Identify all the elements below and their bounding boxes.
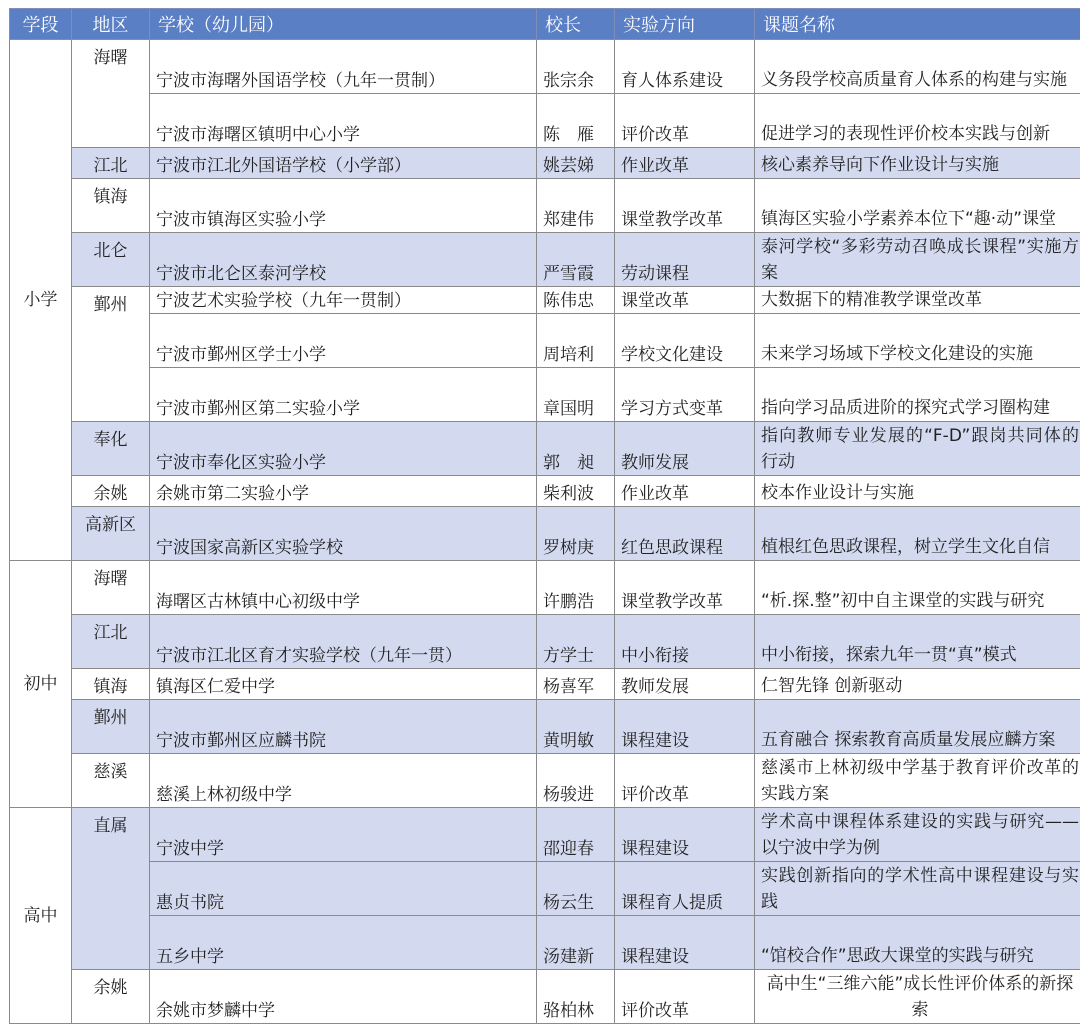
region-cell: 高新区 bbox=[72, 507, 150, 561]
table-row bbox=[10, 368, 1080, 422]
school-cell: 宁波市奉化区实验小学 bbox=[150, 422, 537, 476]
direction-cell: 育人体系建设 bbox=[615, 40, 755, 94]
school-cell: 五乡中学 bbox=[150, 916, 537, 970]
table-row bbox=[10, 615, 1080, 669]
table-container bbox=[9, 8, 1080, 1024]
stage-cell: 小学 bbox=[10, 40, 72, 561]
topic-cell: 促进学习的表现性评价校本实践与创新 bbox=[755, 94, 1080, 148]
region-cell: 余姚 bbox=[72, 476, 150, 507]
principal-cell: 许鹏浩 bbox=[537, 561, 615, 615]
direction-cell: 学校文化建设 bbox=[615, 314, 755, 368]
school-cell: 宁波市海曙外国语学校（九年一贯制） bbox=[150, 40, 537, 94]
topic-cell: 高中生“三维六能”成长性评价体系的新探索 bbox=[755, 970, 1080, 1024]
header-stage: 学段 bbox=[10, 9, 72, 40]
table-row bbox=[10, 808, 1080, 862]
school-cell: 宁波艺术实验学校（九年一贯制） bbox=[150, 287, 537, 314]
table-row bbox=[10, 233, 1080, 287]
region-cell: 慈溪 bbox=[72, 754, 150, 808]
school-cell: 惠贞书院 bbox=[150, 862, 537, 916]
topic-cell: 仁智先锋 创新驱动 bbox=[755, 669, 1080, 700]
region-cell: 镇海 bbox=[72, 179, 150, 233]
principal-cell: 杨骏进 bbox=[537, 754, 615, 808]
region-cell: 余姚 bbox=[72, 970, 150, 1024]
topic-cell: 植根红色思政课程，树立学生文化自信 bbox=[755, 507, 1080, 561]
school-cell: 宁波国家高新区实验学校 bbox=[150, 507, 537, 561]
school-cell: 海曙区古林镇中心初级中学 bbox=[150, 561, 537, 615]
direction-cell: 中小衔接 bbox=[615, 615, 755, 669]
region-cell: 鄞州 bbox=[72, 287, 150, 422]
principal-cell: 邵迎春 bbox=[537, 808, 615, 862]
direction-cell: 课堂教学改革 bbox=[615, 179, 755, 233]
direction-cell: 教师发展 bbox=[615, 669, 755, 700]
header-direction: 实验方向 bbox=[615, 9, 755, 40]
school-cell: 宁波市北仑区泰河学校 bbox=[150, 233, 537, 287]
table-body bbox=[10, 40, 1080, 1024]
principal-cell: 姚芸娣 bbox=[537, 148, 615, 179]
topic-cell: 学术高中课程体系建设的实践与研究——以宁波中学为例 bbox=[755, 808, 1080, 862]
principal-cell: 章国明 bbox=[537, 368, 615, 422]
region-cell: 鄞州 bbox=[72, 700, 150, 754]
principal-cell: 柴利波 bbox=[537, 476, 615, 507]
topic-cell: 实践创新指向的学术性高中课程建设与实践 bbox=[755, 862, 1080, 916]
header-row bbox=[10, 9, 1080, 40]
school-cell: 宁波市镇海区实验小学 bbox=[150, 179, 537, 233]
school-cell: 宁波市海曙区镇明中心小学 bbox=[150, 94, 537, 148]
direction-cell: 红色思政课程 bbox=[615, 507, 755, 561]
topic-cell: 义务段学校高质量育人体系的构建与实施 bbox=[755, 40, 1080, 94]
principal-cell: 郑建伟 bbox=[537, 179, 615, 233]
topic-cell: 校本作业设计与实施 bbox=[755, 476, 1080, 507]
topic-cell: 中小衔接，探索九年一贯“真”模式 bbox=[755, 615, 1080, 669]
school-cell: 余姚市第二实验小学 bbox=[150, 476, 537, 507]
direction-cell: 作业改革 bbox=[615, 476, 755, 507]
region-cell: 海曙 bbox=[72, 561, 150, 615]
direction-cell: 课程建设 bbox=[615, 808, 755, 862]
table-row bbox=[10, 754, 1080, 808]
direction-cell: 课程建设 bbox=[615, 916, 755, 970]
header-principal: 校长 bbox=[537, 9, 615, 40]
principal-cell: 周培利 bbox=[537, 314, 615, 368]
principal-cell: 骆柏林 bbox=[537, 970, 615, 1024]
school-cell: 慈溪上林初级中学 bbox=[150, 754, 537, 808]
school-cell: 宁波市鄞州区第二实验小学 bbox=[150, 368, 537, 422]
table-row bbox=[10, 422, 1080, 476]
topic-cell: 五育融合 探索教育高质量发展应麟方案 bbox=[755, 700, 1080, 754]
principal-cell: 方学士 bbox=[537, 615, 615, 669]
stage-cell: 高中 bbox=[10, 808, 72, 1024]
region-cell: 海曙 bbox=[72, 40, 150, 148]
principal-cell: 罗树庚 bbox=[537, 507, 615, 561]
direction-cell: 评价改革 bbox=[615, 94, 755, 148]
table-row bbox=[10, 287, 1080, 314]
school-cell: 镇海区仁爱中学 bbox=[150, 669, 537, 700]
direction-cell: 劳动课程 bbox=[615, 233, 755, 287]
school-cell: 宁波市鄞州区学士小学 bbox=[150, 314, 537, 368]
principal-cell: 杨云生 bbox=[537, 862, 615, 916]
principal-cell: 杨喜军 bbox=[537, 669, 615, 700]
region-cell: 江北 bbox=[72, 148, 150, 179]
table-row bbox=[10, 94, 1080, 148]
table-row bbox=[10, 148, 1080, 179]
experiment-school-table bbox=[9, 8, 1080, 1024]
principal-cell: 张宗余 bbox=[537, 40, 615, 94]
topic-cell: 镇海区实验小学素养本位下“趣·动”课堂 bbox=[755, 179, 1080, 233]
topic-cell: 核心素养导向下作业设计与实施 bbox=[755, 148, 1080, 179]
direction-cell: 课程建设 bbox=[615, 700, 755, 754]
topic-cell: 指向教师专业发展的“F-D”跟岗共同体的行动 bbox=[755, 422, 1080, 476]
stage-cell: 初中 bbox=[10, 561, 72, 808]
table-row bbox=[10, 476, 1080, 507]
school-cell: 宁波市鄞州区应麟书院 bbox=[150, 700, 537, 754]
table-row bbox=[10, 862, 1080, 916]
principal-cell: 陈伟忠 bbox=[537, 287, 615, 314]
school-cell: 宁波市江北区育才实验学校（九年一贯） bbox=[150, 615, 537, 669]
direction-cell: 评价改革 bbox=[615, 754, 755, 808]
topic-cell: 慈溪市上林初级中学基于教育评价改革的实践方案 bbox=[755, 754, 1080, 808]
table-row bbox=[10, 700, 1080, 754]
direction-cell: 教师发展 bbox=[615, 422, 755, 476]
table-row bbox=[10, 507, 1080, 561]
table-row bbox=[10, 970, 1080, 1024]
topic-cell: 未来学习场域下学校文化建设的实施 bbox=[755, 314, 1080, 368]
region-cell: 江北 bbox=[72, 615, 150, 669]
region-cell: 直属 bbox=[72, 808, 150, 970]
header-school: 学校（幼儿园） bbox=[150, 9, 537, 40]
direction-cell: 课程育人提质 bbox=[615, 862, 755, 916]
topic-cell: 指向学习品质进阶的探究式学习圈构建 bbox=[755, 368, 1080, 422]
direction-cell: 作业改革 bbox=[615, 148, 755, 179]
direction-cell: 评价改革 bbox=[615, 970, 755, 1024]
principal-cell: 严雪霞 bbox=[537, 233, 615, 287]
school-cell: 宁波市江北外国语学校（小学部） bbox=[150, 148, 537, 179]
table-row bbox=[10, 40, 1080, 94]
principal-cell: 黄明敏 bbox=[537, 700, 615, 754]
table-row bbox=[10, 669, 1080, 700]
direction-cell: 课堂改革 bbox=[615, 287, 755, 314]
school-cell: 余姚市梦麟中学 bbox=[150, 970, 537, 1024]
principal-cell: 陈 雁 bbox=[537, 94, 615, 148]
table-row bbox=[10, 916, 1080, 970]
principal-cell: 汤建新 bbox=[537, 916, 615, 970]
principal-cell: 郭 昶 bbox=[537, 422, 615, 476]
header-region: 地区 bbox=[72, 9, 150, 40]
table-row bbox=[10, 561, 1080, 615]
direction-cell: 学习方式变革 bbox=[615, 368, 755, 422]
topic-cell: 大数据下的精准教学课堂改革 bbox=[755, 287, 1080, 314]
table-row bbox=[10, 314, 1080, 368]
school-cell: 宁波中学 bbox=[150, 808, 537, 862]
topic-cell: “析.探.整”初中自主课堂的实践与研究 bbox=[755, 561, 1080, 615]
region-cell: 镇海 bbox=[72, 669, 150, 700]
topic-cell: 泰河学校“多彩劳动召唤成长课程”实施方案 bbox=[755, 233, 1080, 287]
topic-cell: “馆校合作”思政大课堂的实践与研究 bbox=[755, 916, 1080, 970]
region-cell: 奉化 bbox=[72, 422, 150, 476]
region-cell: 北仑 bbox=[72, 233, 150, 287]
header-topic: 课题名称 bbox=[755, 9, 1080, 40]
table-row bbox=[10, 179, 1080, 233]
direction-cell: 课堂教学改革 bbox=[615, 561, 755, 615]
